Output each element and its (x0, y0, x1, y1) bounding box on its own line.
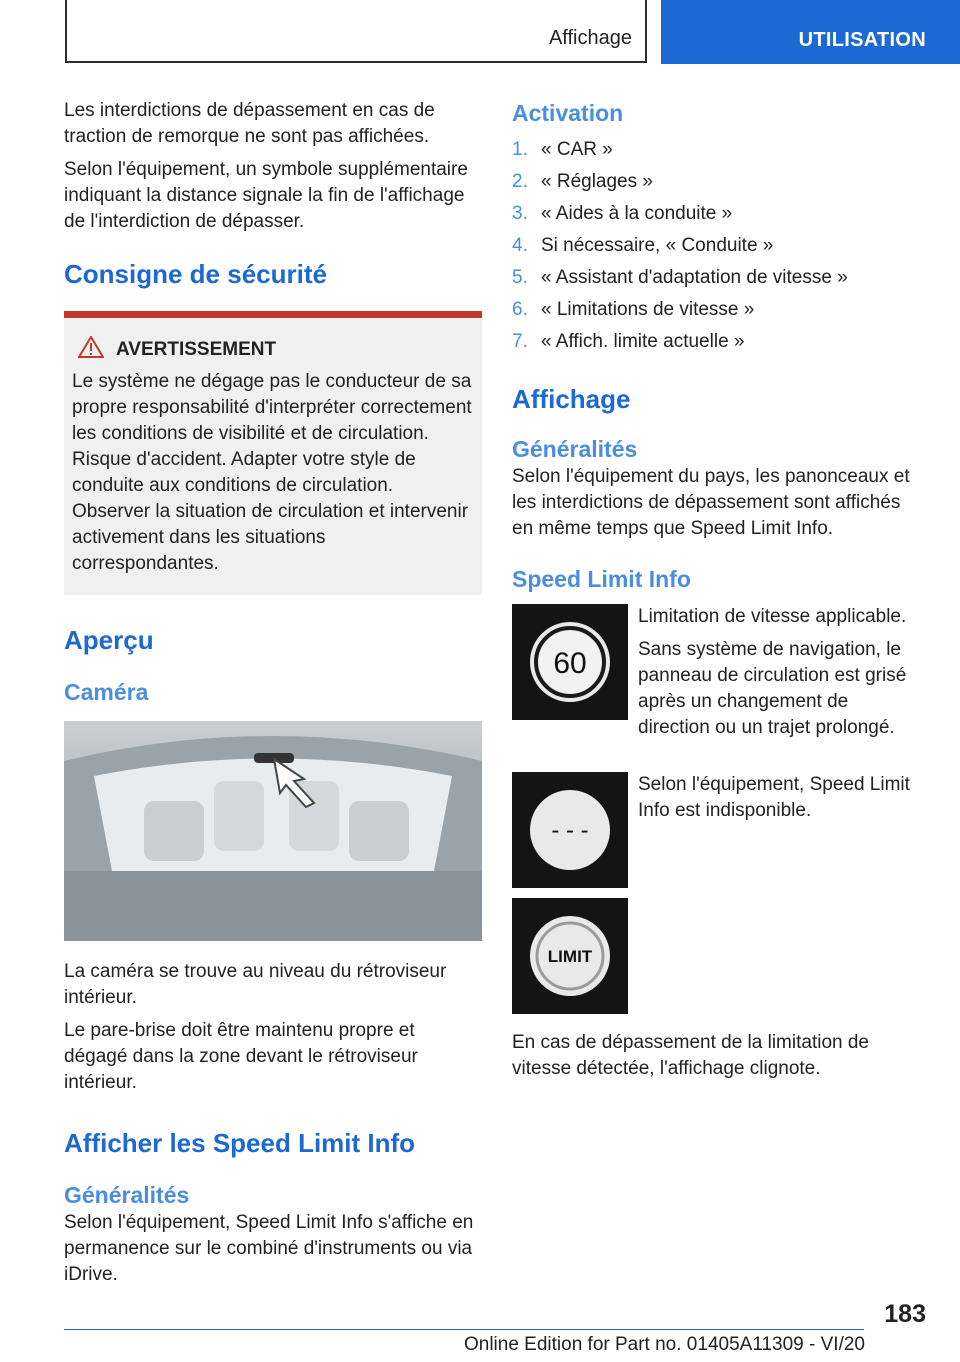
step-item: 5. « Assistant d'adaptation de vitesse » (512, 267, 848, 288)
sli-paragraph-3: Selon l'équipement, Speed Limit Info est indisponible. (638, 774, 910, 821)
header-chapter-label: UTILISATION (798, 29, 926, 51)
sli-row-unavailable (512, 772, 916, 888)
step-item: 6. « Limitations de vitesse » (512, 299, 755, 320)
header-section-title: Affichage (548, 27, 632, 49)
camera-heading: Caméra (64, 679, 149, 705)
speed-sign-limit-image (512, 898, 628, 1014)
speed-sign-dash-text: - - - (551, 817, 589, 844)
camera-paragraph-2: Le pare-brise doit être maintenu propre et dégagé dans la zone devant le rétroviseur intérieur. (64, 1020, 418, 1093)
step-item: 4. Si nécessaire, « Conduite » (512, 235, 774, 256)
warning-text: Le système ne dégage pas le conducteur de sa propre responsabilité d'interpréter correctement les conditions de visibilité et de circulation. Risque d'accident. Adapter votre style de conduite aux conditions de circulation. Observer la situation de circulation et intervenir activement dans les situations correspondantes. (72, 371, 472, 574)
intro-paragraph-1: Les interdictions de dépassement en cas de traction de remorque ne sont pas affichées. (64, 100, 435, 147)
affichage-heading: Affichage (512, 384, 631, 414)
intro-paragraph-2: Selon l'équipement, un symbole supplémentaire indiquant la distance signale la fin de l'affichage de l'interdiction de dépasser. (64, 159, 468, 232)
warning-box (64, 318, 482, 595)
warning-title: AVERTISSEMENT (116, 338, 277, 360)
footer-edition: Online Edition for Part no. 01405A11309 - VI/20 (463, 1334, 865, 1355)
general-paragraph-right: Selon l'équipement du pays, les panonceaux et les interdictions de dépassement sont affichés en même temps que Speed Limit Info. (512, 466, 910, 539)
sli-paragraph-2: Sans système de navigation, le panneau de circulation est grisé après un changement de direction ou un trajet prolongé. (638, 639, 907, 738)
warning-triangle-icon (78, 336, 104, 363)
sli-paragraph-1: Limitation de vitesse applicable. (638, 606, 907, 627)
speed-sign-dash-image (512, 772, 628, 888)
step-item: 1. « CAR » (512, 139, 613, 160)
camera-photo (64, 721, 482, 941)
safety-heading: Consigne de sécurité (64, 259, 327, 289)
general-paragraph-left: Selon l'équipement, Speed Limit Info s'affiche en permanence sur le combiné d'instruments ou via iDrive. (64, 1212, 474, 1285)
final-paragraph: En cas de dépassement de la limitation de vitesse détectée, l'affichage clignote. (512, 1032, 869, 1079)
sli-heading: Speed Limit Info (512, 566, 691, 592)
general-heading-left: Généralités (64, 1182, 190, 1208)
camera-paragraph-1: La caméra se trouve au niveau du rétroviseur intérieur. (64, 961, 447, 1008)
sli-text-applicable (638, 604, 916, 748)
sli-row-applicable (512, 604, 916, 748)
overview-heading: Aperçu (64, 625, 154, 655)
activation-heading: Activation (512, 100, 624, 126)
footer-rule (64, 1329, 864, 1330)
header-chapter-tab (661, 0, 960, 64)
general-heading-right: Généralités (512, 436, 638, 462)
step-item: 7. « Affich. limite actuelle » (512, 331, 745, 352)
page-number: 183 (884, 1300, 926, 1328)
right-column (512, 98, 916, 1089)
warning-rule (64, 311, 482, 318)
step-item: 2. « Réglages » (512, 171, 653, 192)
speed-sign-60-text: 60 (553, 647, 587, 680)
speed-sign-limit-text: LIMIT (547, 947, 593, 966)
activation-steps (512, 134, 916, 358)
sli-text-unavailable (638, 772, 916, 888)
header-section-box (65, 0, 647, 63)
speed-sign-60-image (512, 604, 628, 720)
warning-title-row (72, 336, 474, 363)
display-heading: Afficher les Speed Limit Info (64, 1128, 416, 1158)
left-column (64, 98, 482, 1295)
sli-row-limit (512, 898, 916, 1014)
step-item: 3. « Aides à la conduite » (512, 203, 733, 224)
